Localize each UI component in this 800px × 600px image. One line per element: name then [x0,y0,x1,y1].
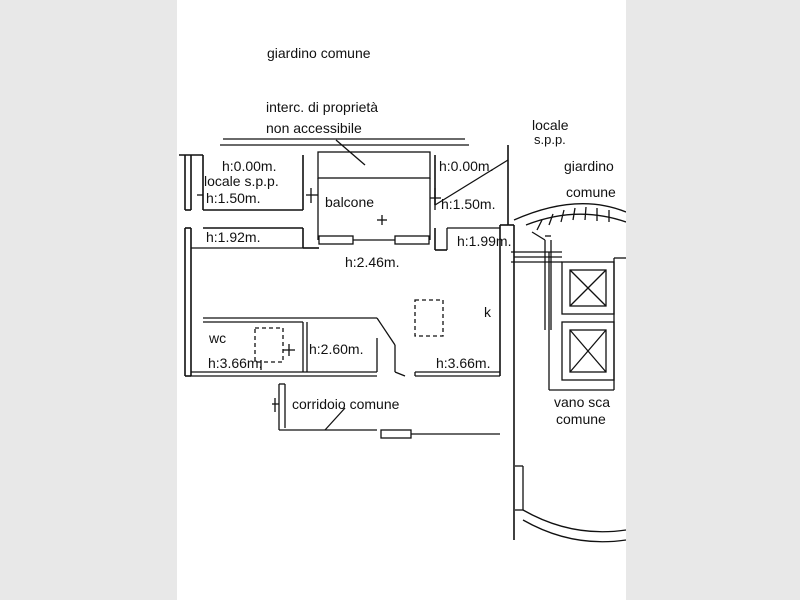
height-label-260: h:2.60m. [309,341,364,357]
stairwell-label-2: comune [556,411,606,427]
floor-plan-drawing [177,0,626,600]
height-label-right-top: h:0.00m. [439,158,494,174]
stairwell-label-1: vano sca [554,394,611,410]
stairwell [514,204,626,542]
local-spp-label-right-1: locale [532,117,569,133]
property-gap-label-line2: non accessibile [266,120,362,136]
garden-label-right-1: giardino [564,158,614,174]
height-label-left-top: h:0.00m. [222,158,277,174]
local-spp-label-right-2: s.p.p. [534,132,566,147]
height-label-left-spp: h:1.50m. [206,190,261,206]
garden-label-top: giardino comune [267,45,371,61]
height-label-right-spp: h:1.50m. [441,196,496,212]
height-label-366-left: h:3.66m. [208,355,263,371]
kitchen-label: k [484,304,491,320]
height-label-192: h:1.92m. [206,229,261,245]
height-label-366-right: h:3.66m. [436,355,491,371]
corridor-label: corridoio comune [292,396,400,412]
garden-label-right-2: comune [566,184,616,200]
floor-plan-sheet [177,0,626,600]
balcony-label: balcone [325,194,375,210]
wc-label: wc [209,330,227,346]
height-label-246: h:2.46m. [345,254,400,270]
property-gap-label-line1: interc. di proprietà [266,99,379,115]
height-label-199: h:1.99m. [457,233,512,249]
local-spp-label-left: locale s.p.p. [204,173,279,189]
